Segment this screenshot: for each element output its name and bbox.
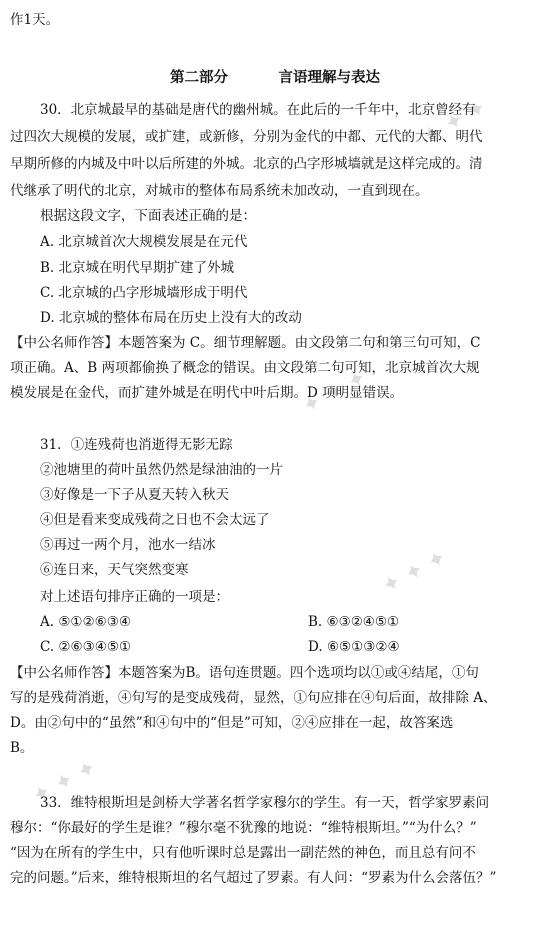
watermark: ✦ ✦ ✦ [28,755,102,810]
q30-answer-line-3: 模发展是在金代，而扩建外城是在明代中叶后期。D 项明显错误。 [10,385,404,401]
q31-option-b: B. ⑥③②④⑤① [308,614,400,630]
q30-line-4: 代继承了明代的北京，对城市的整体布局系统未加改动，一直到现在。 [10,183,429,199]
watermark: ✦ ✦ ✦ [298,365,372,420]
q30-option-b: B. 北京城在明代早期扩建了外城 [40,260,235,276]
q31-option-d: D. ⑥⑤①③②④ [308,639,400,655]
q31-options-row-2 [40,637,542,657]
q31-item-1: 31．①连残荷也消逝得无影无踪 [40,437,233,453]
q31-item-3: ③好像是一下子从夏天转入秋天 [40,487,229,503]
q33-line-3: “因为在所有的学生中，只有他听课时总是露出一副茫然的神色，而且总有问不 [10,845,476,861]
q31-option-c: C. ②⑥③④⑤① [40,639,132,655]
q30-option-d: D. 北京城的整体布局在历史上没有大的改动 [40,310,302,326]
watermark: ✦ ✦ ✦ [378,545,452,600]
q30-line-1: 30．北京城最早的基础是唐代的幽州城。在此后的一千年中，北京曾经有 [40,102,476,118]
q31-item-6: ⑥连日来，天气突然变寒 [40,562,189,578]
q31-question: 对上述语句排序正确的一项是： [40,589,229,605]
q31-answer-line-1: 【中公名师作答】本题答案为B。语句连贯题。四个选项均以①或④结尾，①句 [10,665,479,681]
q33-line-2: 穆尔：“你最好的学生是谁？”穆尔毫不犹豫的地说：“维特根斯坦。”“为什么？” [10,820,477,836]
q30-answer-line-1: 【中公名师作答】本题答案为 C。细节理解题。由文段第二句和第三句可知，C [10,335,481,351]
q31-answer-line-3: D。由②句中的“虽然”和④句中的“但是”可知，②④应排在一起，故答案选 [10,715,454,731]
q30-option-c: C. 北京城的凸字形城墙形成于明代 [40,285,248,301]
q31-item-2: ②池塘里的荷叶虽然仍然是绿油油的一片 [40,462,283,478]
q31-item-5: ⑤再过一两个月，池水一结冰 [40,537,216,553]
q31-option-a: A. ⑤①②⑥③④ [40,614,131,630]
top-line: 作1天。 [10,12,60,28]
q31-options-row-1 [40,612,542,632]
watermark: ✦ ✦ ✦ [418,95,492,150]
q33-line-4: 完的问题。”后来，维特根斯坦的名气超过了罗素。有人问：“罗素为什么会落伍？” [10,870,497,886]
section-title: 第二部分 言语理解与表达 [170,69,380,86]
q30-line-3: 早期所修的内城及中叶以后所建的外城。北京的凸字形城墙就是这样完成的。清 [10,156,483,172]
q31-item-4: ④但是看来变成残荷之日也不会太远了 [40,512,270,528]
q31-answer-line-4: B。 [10,740,34,756]
q31-answer-line-2: 写的是残荷消逝，④句写的是变成残荷，显然，①句应排在④句后面，故排除 A、 [10,690,497,706]
q30-answer-line-2: 项正确。A、B 两项都偷换了概念的错误。由文段第二句可知，北京城首次大规 [10,360,480,376]
q30-option-a: A. 北京城首次大规模发展是在元代 [40,234,248,250]
q33-line-1: 33．维特根斯坦是剑桥大学著名哲学家穆尔的学生。有一天，哲学家罗素问 [40,795,490,811]
q30-line-2: 过四次大规模的发展，或扩建，或新修，分别为金代的中都、元代的大都、明代 [10,129,483,145]
q30-question: 根据这段文字，下面表述正确的是： [40,208,256,224]
